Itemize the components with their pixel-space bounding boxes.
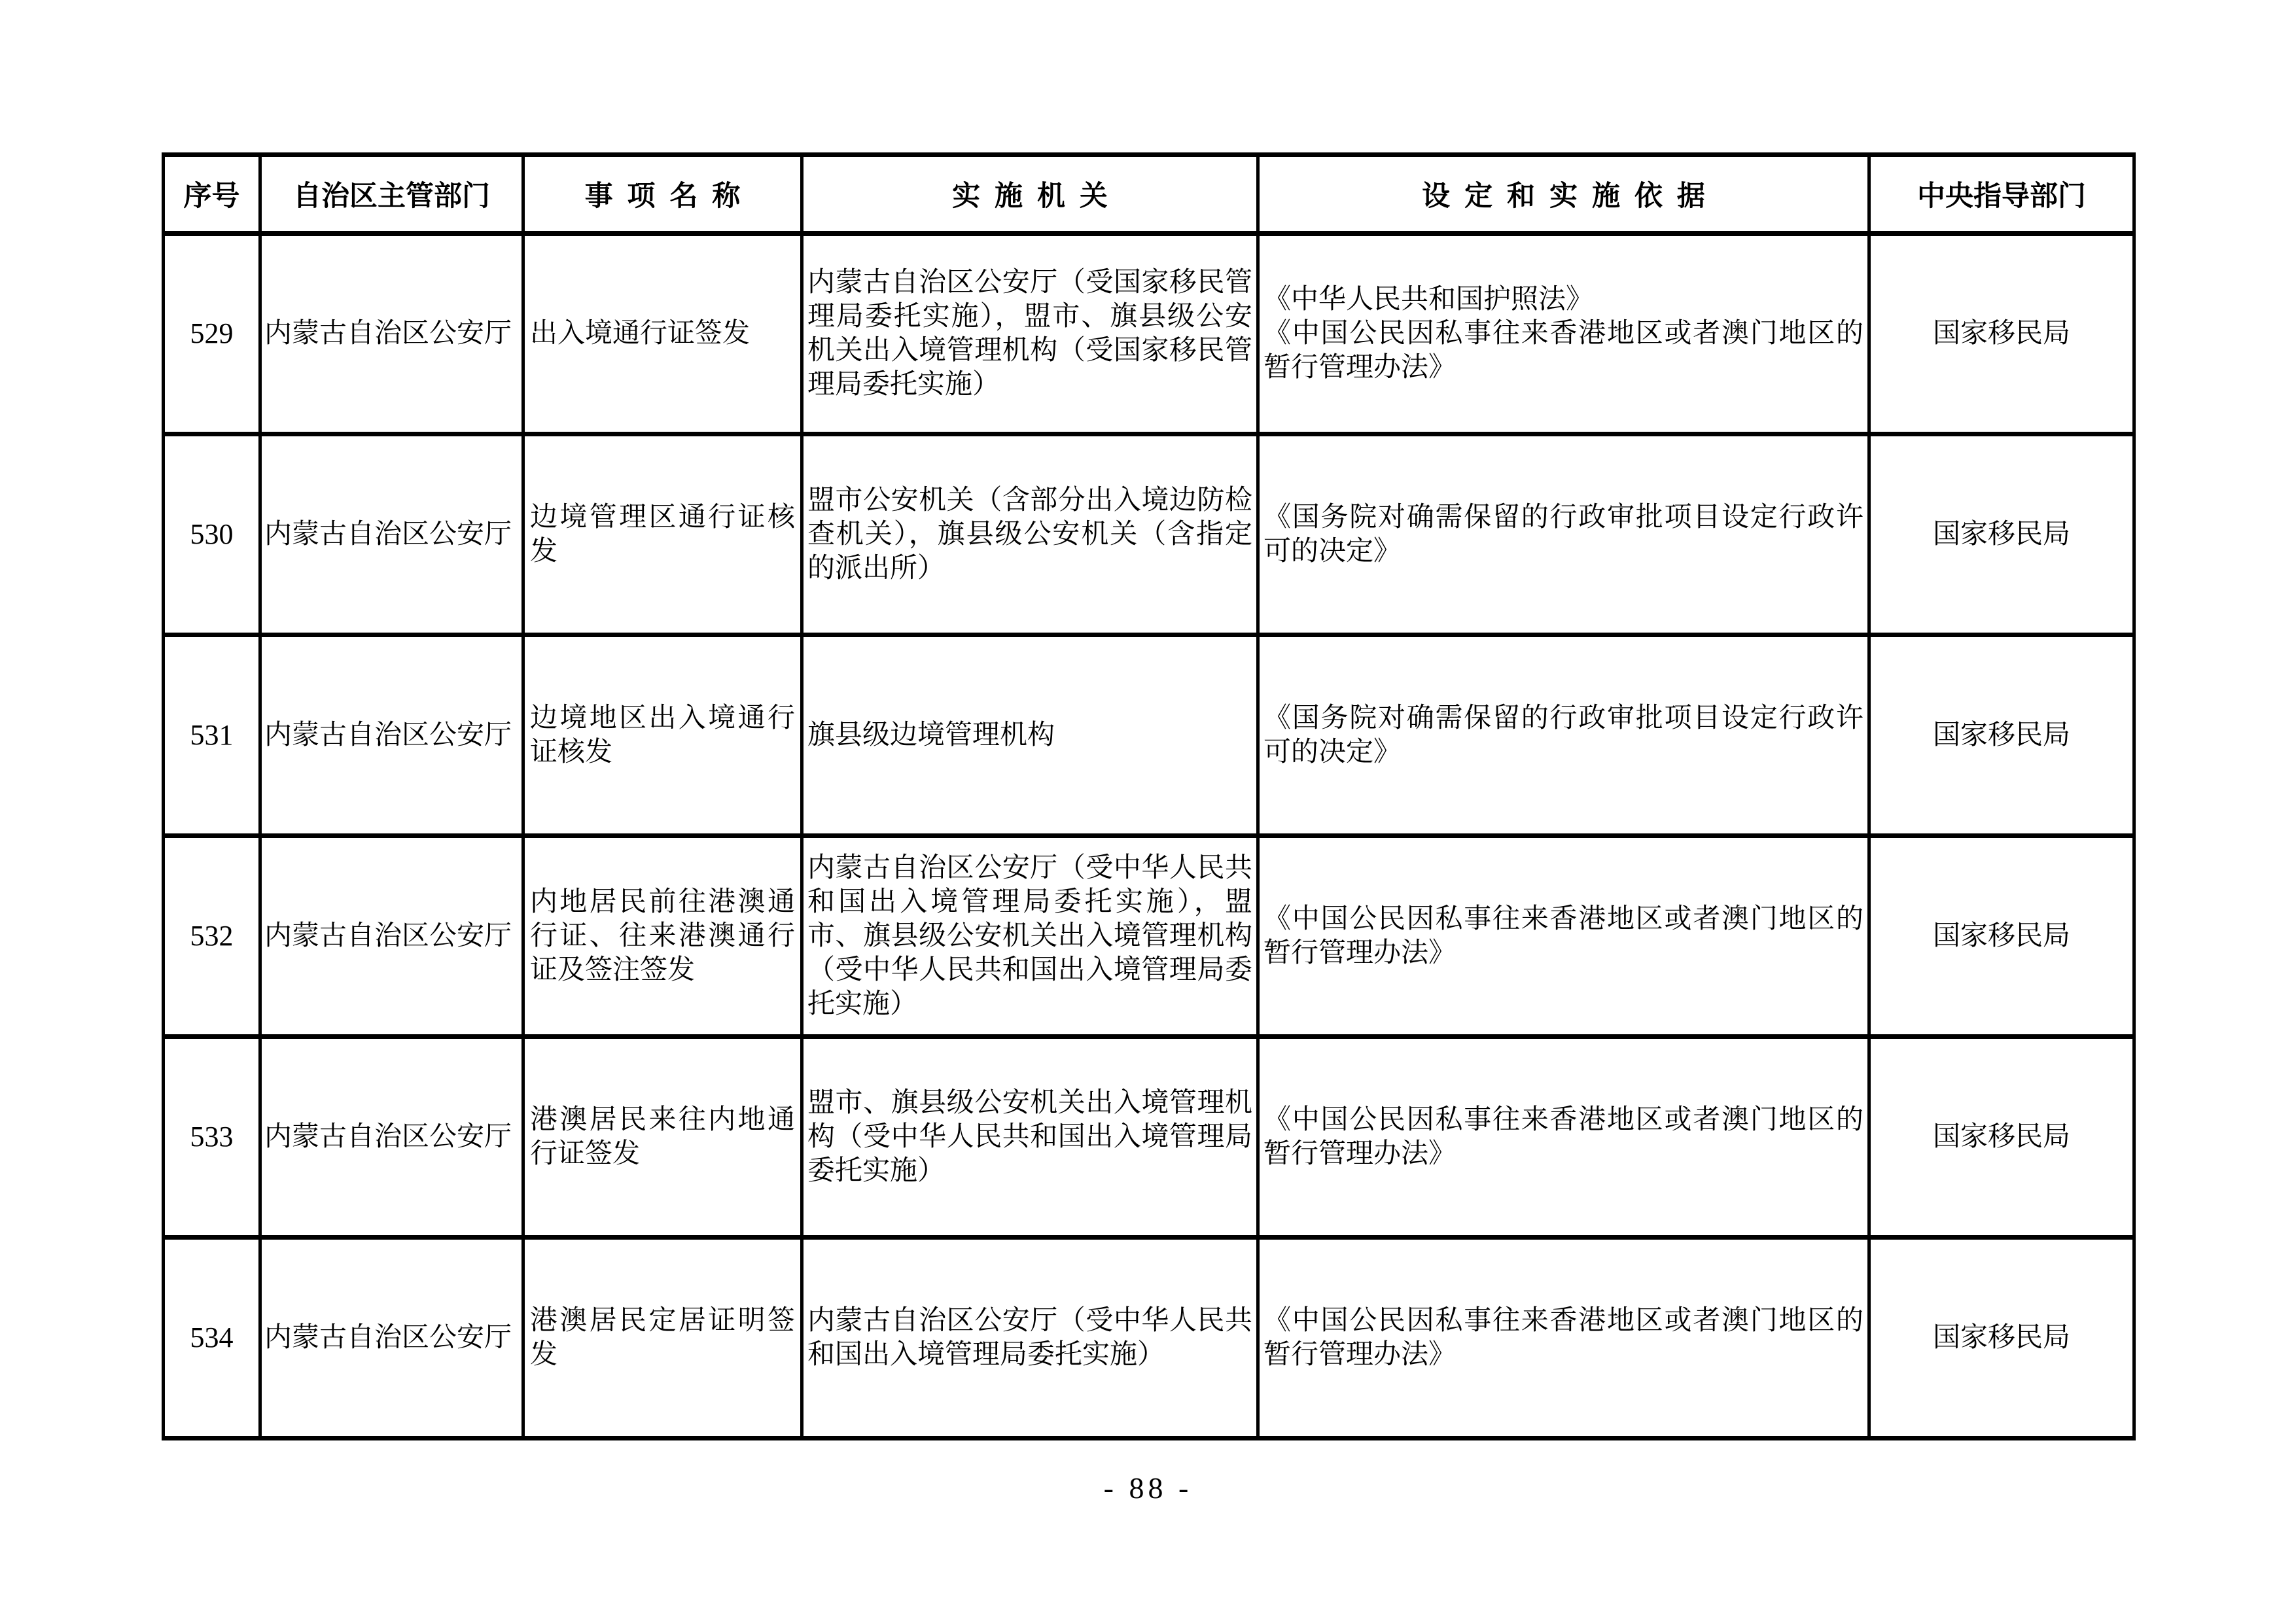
cell-serial-number: 533 (164, 1037, 260, 1238)
table-row (164, 234, 2134, 434)
cell-legal-basis (1258, 1238, 1869, 1439)
cell-legal-basis (1258, 836, 1869, 1037)
cell-item-name: 出入境通行证签发 (523, 234, 802, 434)
legal-basis-entry: 《国务院对确需保留的行政审批项目设定行政许可的决定》 (1263, 703, 1863, 767)
table-body (164, 234, 2134, 1439)
table-row (164, 1037, 2134, 1238)
legal-basis-entry: 《中国公民因私事往来香港地区或者澳门地区的暂行管理办法》 (1263, 319, 1863, 383)
cell-region-department: 内蒙古自治区公安厅 (260, 234, 523, 434)
cell-region-department: 内蒙古自治区公安厅 (260, 1238, 523, 1439)
cell-legal-basis (1258, 1037, 1869, 1238)
cell-serial-number: 529 (164, 234, 260, 434)
table-header (164, 155, 2134, 234)
cell-item-name: 港澳居民来往内地通行证签发 (523, 1037, 802, 1238)
cell-implementing-agency: 内蒙古自治区公安厅（受国家移民管理局委托实施），盟市、旗县级公安机关出入境管理机构（受国家移民管理局委托实施） (802, 234, 1258, 434)
table-row (164, 836, 2134, 1037)
cell-serial-number: 532 (164, 836, 260, 1037)
cell-central-guidance-dept: 国家移民局 (1869, 1037, 2134, 1238)
cell-central-guidance-dept: 国家移民局 (1869, 836, 2134, 1037)
header-central-guidance-dept: 中央指导部门 (1869, 155, 2134, 234)
cell-legal-basis (1258, 635, 1869, 836)
table-row (164, 1238, 2134, 1439)
header-serial-number: 序号 (164, 155, 260, 234)
header-region-department: 自治区主管部门 (260, 155, 523, 234)
legal-basis-entry: 《中国公民因私事往来香港地区或者澳门地区的暂行管理办法》 (1263, 1306, 1863, 1370)
cell-item-name: 边境管理区通行证核发 (523, 434, 802, 635)
cell-region-department: 内蒙古自治区公安厅 (260, 635, 523, 836)
header-legal-basis: 设 定 和 实 施 依 据 (1258, 155, 1869, 234)
table-header-row (164, 155, 2134, 234)
cell-central-guidance-dept: 国家移民局 (1869, 1238, 2134, 1439)
header-item-name: 事 项 名 称 (523, 155, 802, 234)
cell-serial-number: 530 (164, 434, 260, 635)
cell-serial-number: 534 (164, 1238, 260, 1439)
cell-implementing-agency: 内蒙古自治区公安厅（受中华人民共和国出入境管理局委托实施），盟市、旗县级公安机关出入境管理机构（受中华人民共和国出入境管理局委托实施） (802, 836, 1258, 1037)
legal-basis-entry: 《中华人民共和国护照法》 (1263, 285, 1594, 315)
header-implementing-agency: 实 施 机 关 (802, 155, 1258, 234)
cell-implementing-agency: 内蒙古自治区公安厅（受中华人民共和国出入境管理局委托实施） (802, 1238, 1258, 1439)
cell-item-name: 内地居民前往港澳通行证、往来港澳通行证及签注签发 (523, 836, 802, 1037)
cell-central-guidance-dept: 国家移民局 (1869, 234, 2134, 434)
page-number: - 88 - (1103, 1471, 1193, 1505)
cell-implementing-agency: 盟市公安机关（含部分出入境边防检查机关），旗县级公安机关（含指定的派出所） (802, 434, 1258, 635)
table-row (164, 635, 2134, 836)
cell-region-department: 内蒙古自治区公安厅 (260, 434, 523, 635)
cell-region-department: 内蒙古自治区公安厅 (260, 836, 523, 1037)
legal-basis-entry: 《中国公民因私事往来香港地区或者澳门地区的暂行管理办法》 (1263, 904, 1863, 968)
cell-region-department: 内蒙古自治区公安厅 (260, 1037, 523, 1238)
cell-serial-number: 531 (164, 635, 260, 836)
cell-central-guidance-dept: 国家移民局 (1869, 635, 2134, 836)
cell-item-name: 港澳居民定居证明签发 (523, 1238, 802, 1439)
cell-item-name: 边境地区出入境通行证核发 (523, 635, 802, 836)
legal-basis-entry: 《国务院对确需保留的行政审批项目设定行政许可的决定》 (1263, 502, 1863, 567)
cell-implementing-agency: 盟市、旗县级公安机关出入境管理机构（受中华人民共和国出入境管理局委托实施） (802, 1037, 1258, 1238)
cell-legal-basis (1258, 434, 1869, 635)
approval-items-table (162, 152, 2136, 1440)
table-row (164, 434, 2134, 635)
cell-central-guidance-dept: 国家移民局 (1869, 434, 2134, 635)
cell-legal-basis (1258, 234, 1869, 434)
legal-basis-entry: 《中国公民因私事往来香港地区或者澳门地区的暂行管理办法》 (1263, 1105, 1863, 1169)
cell-implementing-agency: 旗县级边境管理机构 (802, 635, 1258, 836)
